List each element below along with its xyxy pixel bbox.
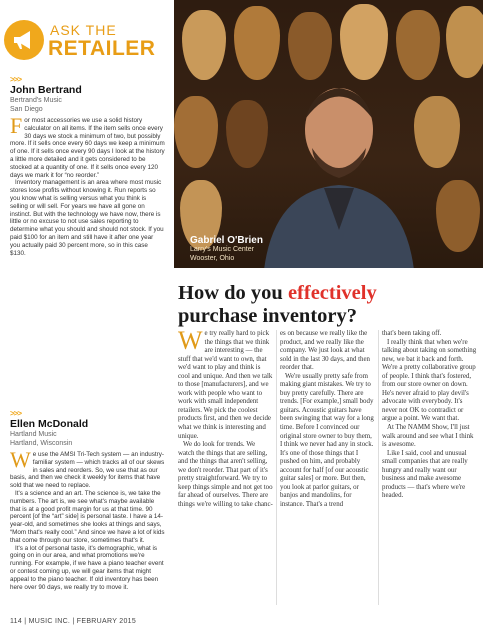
logo-line-1: ASK THE — [50, 22, 117, 38]
answer-paragraph: e use the AMSI Tri-Tech system — an industry-familiar system — which tracks all of our skews in sales and reorders. So, we use that as our basis, and then we check it weekly for items that have sold that we need to replace. — [10, 451, 165, 490]
retailer-answer — [10, 113, 165, 257]
article-column-3 — [382, 330, 477, 501]
retailer-block-bertrand — [10, 76, 165, 257]
caption-name: Gabriel O'Brien — [190, 235, 263, 246]
article-paragraph: Like I said, cool and unusual small companies that are really hungry and really want our business and make awesome products — that's where we're headed. — [382, 449, 468, 500]
retailer-location: Hartland, Wisconsin — [10, 440, 73, 447]
article-paragraph: e try really hard to pick the things that we think are interesting — the stuff that we'd want to own, that we'd want to play and think is cool and unique. And then we talk to those [manufacturers], and we work with people who want to work with small independent retailers. We pick the coolest products first, and then we decide what we think is interesting and unique. — [178, 330, 273, 440]
answer-paragraph: or most accessories we use a solid history calculator on all items. If the item sells once every 30 days we stock a minimum of two, but possibly more. If it sells once every 60 days we keep a minimum of one. If it sells once every 90 days I look at the history a little more detailed and it gets considered to be stocked at a quantity of one. If it sells once every 120 days we mark it for “no reorder.” — [10, 117, 165, 179]
retailer-photo — [174, 0, 483, 268]
left-column — [0, 0, 170, 610]
caption-location: Wooster, Ohio — [190, 254, 235, 262]
article-body — [178, 326, 478, 610]
guitar-shape — [182, 10, 226, 80]
article-headline — [178, 282, 478, 328]
ask-the-retailer-logo — [4, 18, 166, 66]
article-paragraph: We do look for trends. We watch the things that are selling, and the things that aren't selling, we don't reorder. That part of it's pretty straightforward. We try to keep things simple and not get too far ahead of ourselves. There are things we're willing to take chanc- — [178, 441, 273, 508]
footer-folio: 114 | MUSIC INC. | FEBRUARY 2015 — [10, 618, 137, 625]
drop-cap: W — [10, 447, 31, 472]
guitar-shape — [436, 180, 480, 252]
photo-caption — [190, 235, 340, 263]
guitar-shape — [446, 6, 483, 78]
article-paragraph: es on because we really like the product, and we really like the company. We just look at what sold in the last 30 days, and then reorder that. — [280, 330, 370, 372]
headline-part-2: purchase inventory? — [178, 305, 358, 327]
retailer-name: Ellen McDonald — [10, 418, 89, 430]
article-paragraph: I really think that when we're talking about taking on something new, we bat it back and forth. We're a pretty collaborative group of people. I think that's fostered, from our store owner on down. He's never afraid to play devil's advocate with everybody. It's never not OK to contradict or argue a point. We want that. — [382, 338, 477, 423]
headline-highlight: effectively — [287, 282, 377, 304]
drop-cap: F — [10, 113, 23, 138]
answer-paragraph: It's a science and an art. The science is, we take the numbers. The art is, we see what's maybe available that is at a good profit margin for us at that time. 90 percent [of the “art” side] is personal taste. I have a 14-year-old, and sometimes she looks at things and says, “Mom that's really cool.” And since we have a lot of kids that come through our store, sometimes that's it. — [10, 489, 165, 544]
retailer-store: Bertrand's Music — [10, 97, 62, 104]
column-divider — [276, 330, 277, 605]
retailer-answer — [10, 447, 165, 591]
retailer-block-mcdonald — [10, 410, 165, 591]
retailer-store: Hartland Music — [10, 431, 57, 438]
retailer-name: John Bertrand — [10, 84, 82, 96]
retailer-location: San Diego — [10, 106, 43, 113]
caption-store: Larry's Music Center — [190, 246, 254, 253]
guitar-shape — [340, 4, 388, 80]
arrows-decoration: >>> — [10, 75, 22, 84]
headline-part-1: How do you — [178, 282, 288, 304]
article-column-2 — [280, 330, 375, 509]
guitar-shape — [234, 6, 280, 80]
column-divider — [378, 330, 379, 605]
article-paragraph: that's been taking off. — [382, 330, 442, 337]
page-footer — [0, 616, 483, 637]
article-column-1 — [178, 326, 273, 509]
article-paragraph: At The NAMM Show, I'll just walk around and see what I think is awesome. — [382, 424, 474, 449]
guitar-shape — [174, 96, 218, 168]
answer-paragraph: Inventory management is an area where most music stores lose profits without knowing it. Run reports so you know what is selling versus what you think is selling or will sell. For years we have all gone on instinct. But with the technology we have now, there is little or no excuse to not use sales reporting to determine what you should and should not stock. If you paid $100 for an item and still have it after one year you actually paid 30 percent more, so in this case $130. — [10, 179, 164, 257]
answer-paragraph: It's a lot of personal taste, it's demographic, what is going on in our area, and what promotions we're running. For example, if we have a piano teacher event or contest coming up, we will gear items that might appeal to the piano teacher. If old inventory has been here over 90 days, we really try to move it. — [10, 544, 164, 591]
article-paragraph: We're usually pretty safe from making giant mistakes. We try to buy pretty carefully. There are trends. [For example,] small body guitars. Acoustic guitars have been swinging that way for a long time. Before I convinced our original store owner to buy them, I think we never had any in stock. It's one of those things that I pushed on him, and probably account for half [of our acoustic guitar sales] or more. But then, you look at parlor guitars, or banjos and mandolins, for instance. That's a trend — [280, 372, 374, 508]
drop-cap: W — [178, 326, 203, 355]
arrows-decoration: >>> — [10, 409, 22, 418]
megaphone-icon — [4, 20, 44, 60]
logo-line-2: RETAILER — [48, 37, 156, 60]
